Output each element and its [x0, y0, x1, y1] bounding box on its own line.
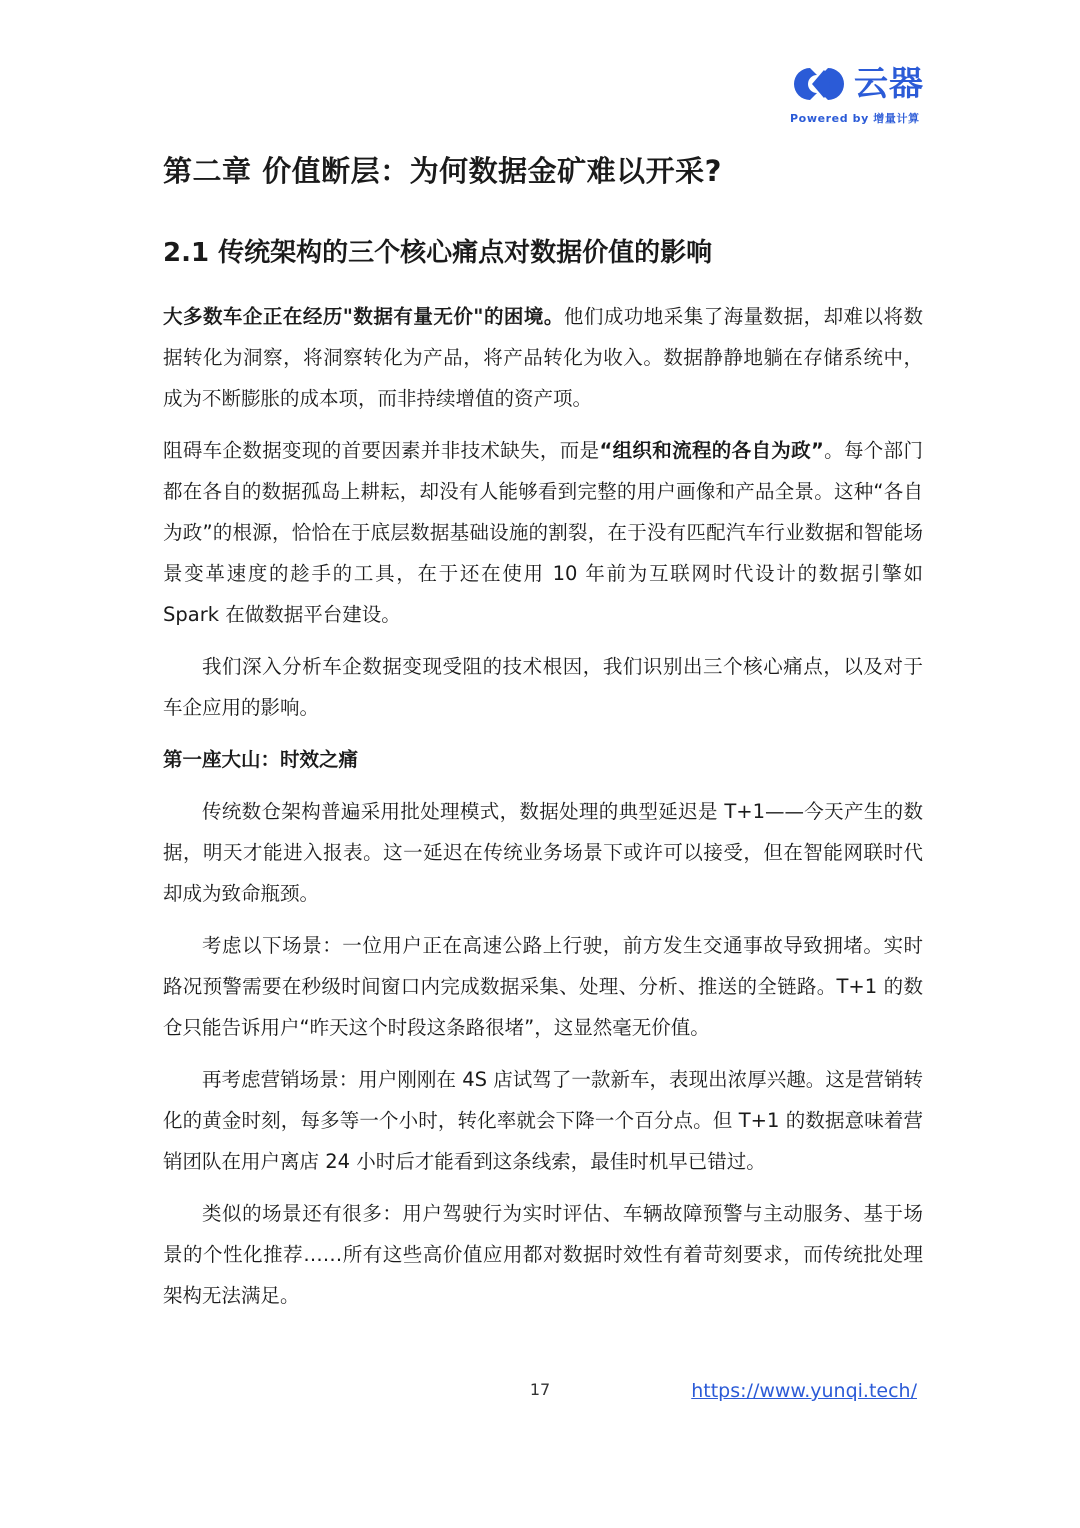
paragraph-2 [163, 430, 923, 635]
paragraph-2-before: 阻碍车企数据变现的首要因素并非技术缺失，而是 [163, 439, 600, 462]
paragraph-5: 考虑以下场景：一位用户正在高速公路上行驶，前方发生交通事故导致拥堵。实时路况预警需要在秒级时间窗口内完成数据采集、处理、分析、推送的全链路。T+1 的数仓只能告诉用户“昨天这个时段这条路很堵”，这显然毫无价值。 [163, 934, 923, 1039]
paragraph-3: 我们深入分析车企数据变现受阻的技术根因，我们识别出三个核心痛点，以及对于车企应用的影响。 [163, 655, 923, 719]
paragraph-2-bold: “组织和流程的各自为政” [599, 439, 824, 462]
chapter-title: 第二章 价值断层：为何数据金矿难以开采? [163, 154, 722, 188]
paragraph-1-text: 他们成功地采集了海量数据，却难以将数据转化为洞察，将洞察转化为产品，将产品转化为收入。数据静静地躺在存储系统中，成为不断膨胀的成本项，而非持续增值的资产项。 [163, 305, 923, 410]
paragraph-6: 再考虑营销场景：用户刚刚在 4S 店试驾了一款新车，表现出浓厚兴趣。这是营销转化的黄金时刻，每多等一个小时，转化率就会下降一个百分点。但 T+1 的数据意味着营销团队在用户离店 24 小时后才能看到这条线索，最佳时机早已错过。 [163, 1068, 923, 1173]
paragraph-7: 类似的场景还有很多：用户驾驶行为实时评估、车辆故障预警与主动服务、基于场景的个性化推荐……所有这些高价值应用都对数据时效性有着苛刻要求，而传统批处理架构无法满足。 [163, 1202, 923, 1307]
section-title: 2.1 传统架构的三个核心痛点对数据价值的影响 [163, 238, 713, 268]
paragraph-1-bold: 大多数车企正在经历"数据有量无价"的困境。 [163, 305, 564, 328]
paragraph-2-after: 。每个部门都在各自的数据孤岛上耕耘，却没有人能够看到完整的用户画像和产品全景。这种“各自为政”的根源，恰恰在于底层数据基础设施的割裂，在于没有匹配汽车行业数据和智能场景变革速度的趁手的工具，在于还在使用 10 年前为互联网时代设计的数据引擎如 Spark 在做数据平台建设。 [163, 439, 923, 626]
sub-heading: 第一座大山：时效之痛 [163, 748, 359, 771]
website-link[interactable]: https://www.yunqi.tech/ [691, 1380, 917, 1402]
paragraph-4: 传统数仓架构普遍采用批处理模式，数据处理的典型延迟是 T+1——今天产生的数据，明天才能进入报表。这一延迟在传统业务场景下或许可以接受，但在智能网联时代却成为致命瓶颈。 [163, 800, 923, 905]
page-number: 17 [529, 1380, 551, 1399]
brand-logo [788, 62, 924, 128]
logo-text: 云器 [854, 64, 924, 104]
page-content [163, 148, 923, 1316]
paragraph-1 [163, 296, 923, 419]
yunqi-logo-icon [788, 64, 850, 104]
logo-subtitle: Powered by 增量计算 [790, 112, 920, 125]
